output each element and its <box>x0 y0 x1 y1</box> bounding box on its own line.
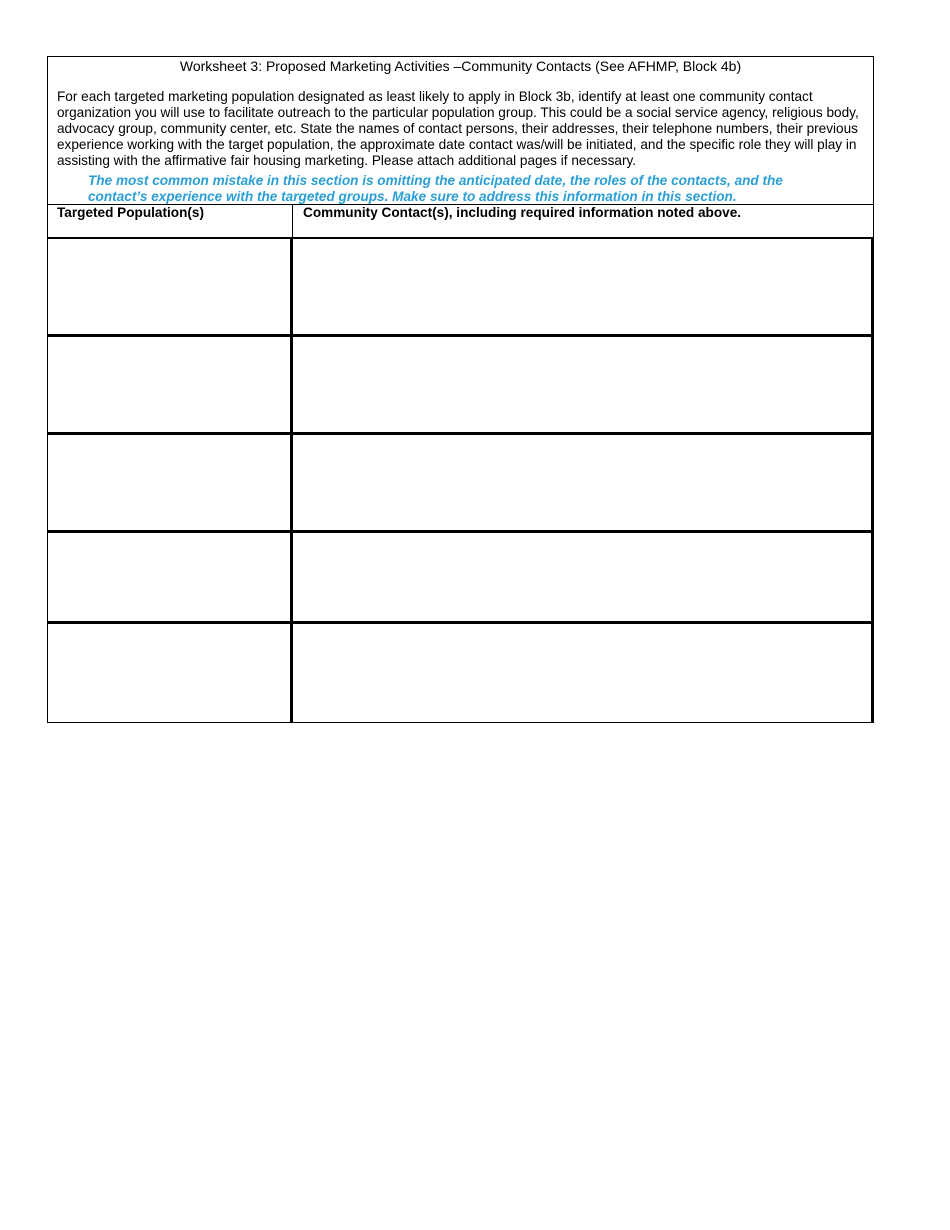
table-row <box>48 533 873 624</box>
community-contacts-field[interactable] <box>293 435 873 530</box>
worksheet-instructions: For each targeted marketing population designated as least likely to apply in Block 3b, identify at least one community contact organization you will use to facilitate outreach to the particular population group. This could be a social service agency, religious body, advocacy group, community center, etc. State the names of contact persons, their addresses, their telephone numbers, their previous experience working with the target population, the approximate date contact was/will be initiated, and the specific role they will play in assisting with the affirmative fair housing marketing. Please attach additional pages if necessary. <box>57 89 859 168</box>
targeted-population-header: Targeted Population(s) <box>48 205 293 237</box>
targeted-population-field[interactable] <box>48 435 293 530</box>
worksheet-3-form <box>47 56 874 723</box>
table-header-row <box>48 205 873 239</box>
community-contacts-header: Community Contact(s), including required information noted above. <box>303 205 742 220</box>
worksheet-title: Worksheet 3: Proposed Marketing Activities –Community Contacts (See AFHMP, Block 4b) <box>179 58 742 74</box>
table-row <box>48 435 873 533</box>
common-mistake-tip: The most common mistake in this section is omitting the anticipated date, the roles of the contacts, and the contact’s experience with the targeted groups. Make sure to address this information in this section. <box>88 173 783 204</box>
targeted-population-field[interactable] <box>48 533 293 621</box>
table-row <box>48 624 873 722</box>
table-row <box>48 337 873 435</box>
targeted-population-field[interactable] <box>48 624 293 722</box>
community-contacts-field[interactable] <box>293 337 873 432</box>
table-row <box>48 239 873 337</box>
targeted-population-field[interactable] <box>48 337 293 432</box>
worksheet-header <box>48 57 873 205</box>
community-contacts-field[interactable] <box>293 533 873 621</box>
targeted-population-field[interactable] <box>48 239 293 334</box>
community-contacts-field[interactable] <box>293 624 873 722</box>
community-contacts-field[interactable] <box>293 239 873 334</box>
